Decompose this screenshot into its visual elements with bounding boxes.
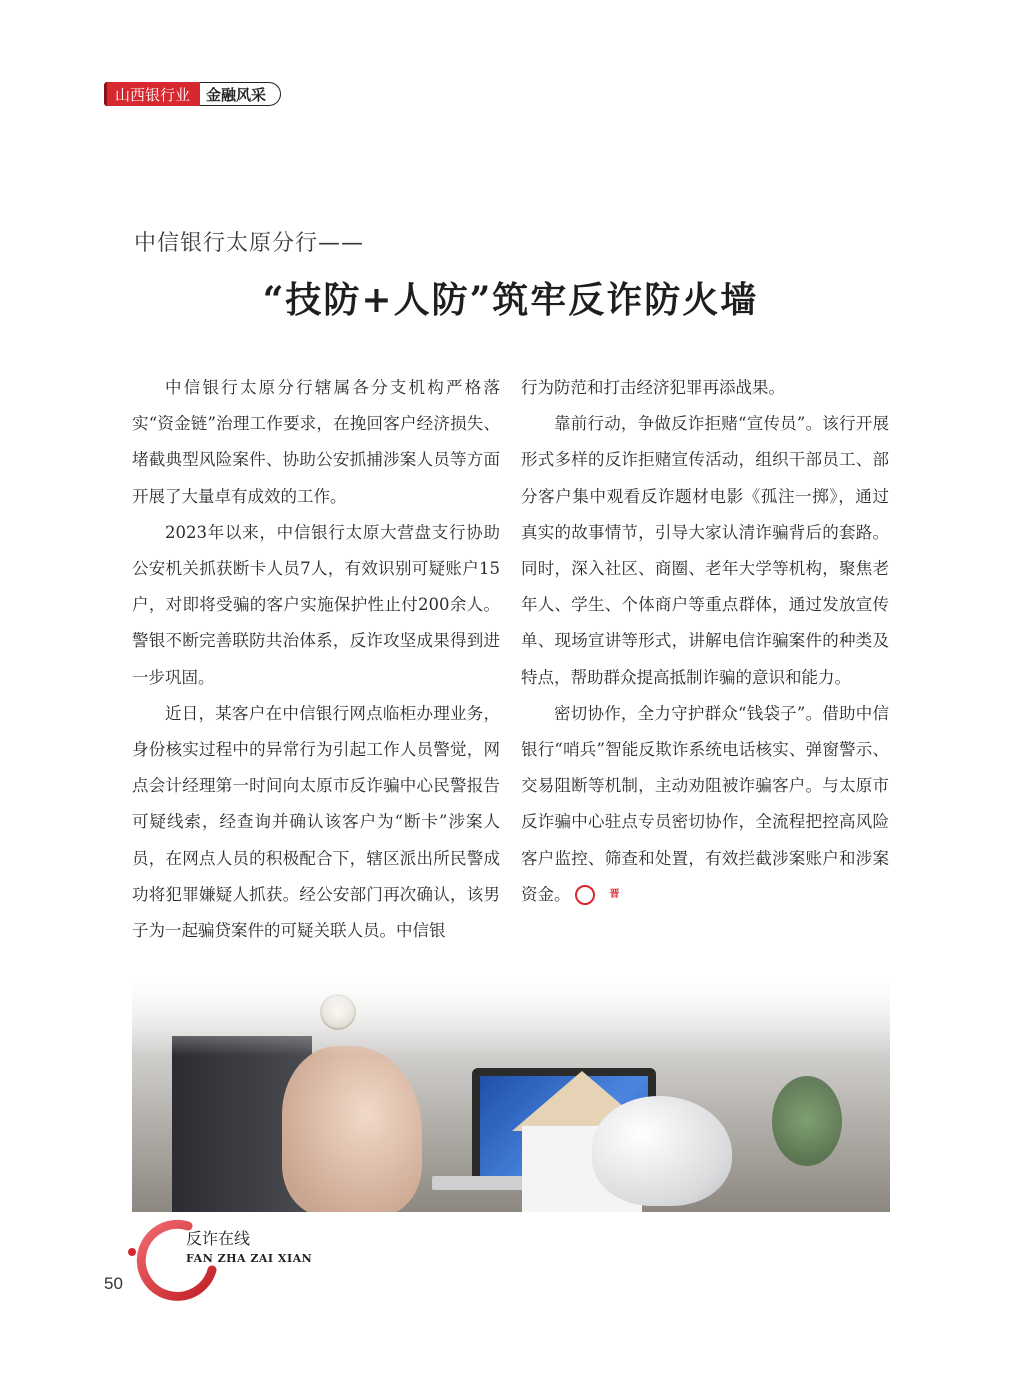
body-paragraph: 靠前行动，争做反诈拒赌“宣传员”。该行开展形式多样的反诈拒赌宣传活动，组织干部员工、部分客户集中观看反诈题材电影《孤注一掷》，通过真实的故事情节，引导大家认清诈骗背后的套路。同时，深入社区、商圈、老年大学等机构，聚焦老年人、学生、个体商户等重点群体，通过发放宣传单、现场宣讲等形式，讲解电信诈骗案件的种类及特点，帮助群众提高抵制诈骗的意识和能力。 (521, 414, 889, 687)
body-paragraph: 近日，某客户在中信银行网点临柜办理业务，身份核实过程中的异常行为引起工作人员警觉，网点会计经理第一时间向太原市反诈骗中心民警报告可疑线索，经查询并确认该客户为“断卡”涉案人员，在网点人员的积极配合下，辖区派出所民警成功将犯罪嫌疑人抓获。经公安部门再次确认，该男子为一起骗贷案件的可疑关联人员。中信银 (132, 703, 500, 941)
page-number: 50 (104, 1274, 123, 1293)
photo-top-fade (132, 976, 890, 1056)
body-paragraph: 中信银行太原分行辖属各分支机构严格落实“资金链”治理工作要求，在挽回客户经济损失、堵截典型风险案件、协助公安抓捕涉案人员等方面开展了大量卓有成效的工作。 (132, 378, 500, 506)
article-column-right (521, 370, 889, 913)
section-tag (104, 82, 281, 106)
article-title: “技防+人防”筑牢反诈防火墙 (262, 279, 759, 321)
section-tag-secondary: 金融风采 (200, 82, 281, 106)
article-column-left (132, 370, 500, 949)
article-kicker: 中信银行太原分行—— (134, 231, 365, 256)
article-photo (132, 976, 890, 1212)
column-name-en: FAN ZHA ZAI XIAN (186, 1252, 313, 1265)
body-paragraph-last (521, 696, 889, 913)
article-end-icon: 晋 (575, 885, 595, 905)
column-name-cn: 反诈在线 (186, 1229, 251, 1248)
photo-piggy-bank (592, 1096, 732, 1206)
section-tag-primary: 山西银行业 (104, 82, 200, 106)
body-paragraph-continued: 行为防范和打击经济犯罪再添战果。 (521, 378, 785, 397)
photo-hand (282, 1046, 422, 1212)
body-paragraph: 2023年以来，中信银行太原大营盘支行协助公安机关抓获断卡人员7人，有效识别可疑账户15户，对即将受骗的客户实施保护性止付200余人。警银不断完善联防共治体系，反诈攻坚成果得到进一步巩固。 (132, 522, 500, 687)
body-paragraph-text: 密切协作，全力守护群众“钱袋子”。借助中信银行“哨兵”智能反欺诈系统电话核实、弹窗警示、交易阻断等机制，主动劝阻被诈骗客户。与太原市反诈骗中心驻点专员密切协作，全流程把控高风险客户监控、筛查和处置，有效拦截涉案账户和涉案资金。 (521, 703, 889, 904)
photo-plant (772, 1076, 842, 1166)
